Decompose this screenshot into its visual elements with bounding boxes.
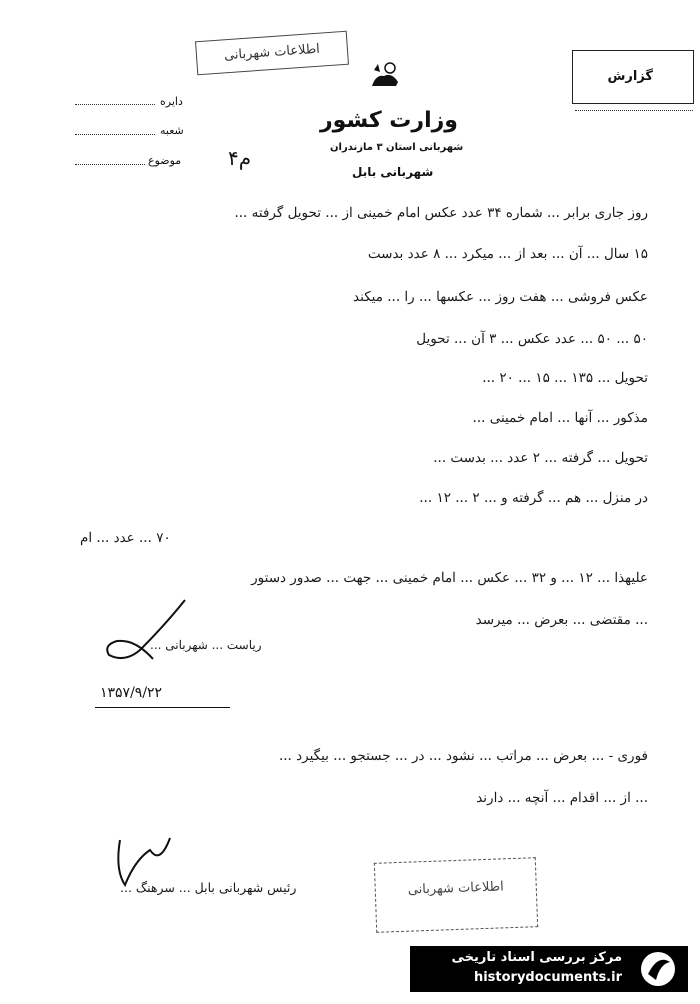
body-line-3: عکس فروشی ... هفت روز ... عکسها ... را ... میکند bbox=[353, 289, 648, 305]
body-line-5: تحویل ... ۱۳۵ ... ۱۵ ... ۲۰ ... bbox=[482, 370, 648, 386]
top-stamp-text: اطلاعات شهربانی bbox=[223, 41, 321, 64]
note-line-1: فوری - ... بعرض ... مراتب ... نشود ... در ... جستجو ... بیگیرد ... bbox=[278, 748, 648, 764]
body-line-7: تحویل ... گرفته ... ۲ عدد ... بدست ... bbox=[433, 450, 648, 466]
report-box bbox=[572, 50, 694, 104]
body-line-8: در منزل ... هم ... گرفته و ... ۲ ... ۱۲ ... bbox=[419, 490, 648, 506]
top-stamp bbox=[195, 31, 349, 76]
archive-logo bbox=[410, 946, 688, 992]
note-line-2: ... از ... اقدام ... آنچه ... دارند bbox=[476, 790, 648, 806]
body-line-9: ۷۰ ... عدد ... ام bbox=[80, 530, 171, 546]
body-line-4: ۵۰ ... ۵۰ ... عدد عکس ... ۳ آن ... تحویل bbox=[416, 331, 648, 347]
report-underline bbox=[575, 110, 693, 111]
branch-label: شعبه bbox=[160, 124, 184, 137]
subject-label: موضوع bbox=[148, 154, 182, 167]
date-underline bbox=[95, 707, 230, 708]
department-label: دایره bbox=[160, 95, 183, 108]
request-line-2: ... مقتضی ... بعرض ... میرسد bbox=[475, 612, 648, 628]
note-signature: رئیس شهربانی بابل ... سرهنگ ... bbox=[120, 880, 297, 895]
ministry-title: وزارت کشور bbox=[320, 108, 458, 133]
bottom-stamp bbox=[374, 857, 538, 933]
subject-line bbox=[75, 164, 145, 165]
archive-title: مرکز بررسی اسناد تاریخی bbox=[451, 950, 622, 965]
lion-sun-emblem-icon bbox=[368, 60, 402, 90]
body-line-1: روز جاری برابر ... شماره ۳۴ عدد عکس امام خمینی از ... تحویل گرفته ... bbox=[234, 205, 648, 221]
province-police-title: شهربانی استان ۳ مازندران bbox=[330, 142, 464, 153]
branch-line bbox=[75, 134, 155, 135]
signature-scribble-icon bbox=[95, 595, 195, 670]
bottom-stamp-text: اطلاعات شهربانی bbox=[407, 879, 504, 898]
archive-emblem-icon bbox=[638, 950, 678, 988]
request-line-1: علیهذا ... ۱۲ ... و ۳۲ ... عکس ... امام خمینی ... جهت ... صدور دستور bbox=[251, 570, 648, 586]
body-line-2: ۱۵ سال ... آن ... بعد از ... میکرد ... ۸ عدد بدست bbox=[367, 246, 648, 262]
body-line-6: مذکور ... آنها ... امام خمینی ... bbox=[472, 410, 648, 426]
city-police-title: شهربانی بابل bbox=[352, 165, 434, 179]
archive-url: historydocuments.ir bbox=[473, 970, 622, 985]
number-tag: م۴ bbox=[228, 146, 252, 170]
department-line bbox=[75, 104, 155, 105]
document-date: ۱۳۵۷/۹/۲۲ bbox=[100, 685, 163, 701]
report-label: گزارش bbox=[607, 69, 653, 84]
signature-text: ریاست ... شهربانی ... bbox=[150, 638, 262, 652]
